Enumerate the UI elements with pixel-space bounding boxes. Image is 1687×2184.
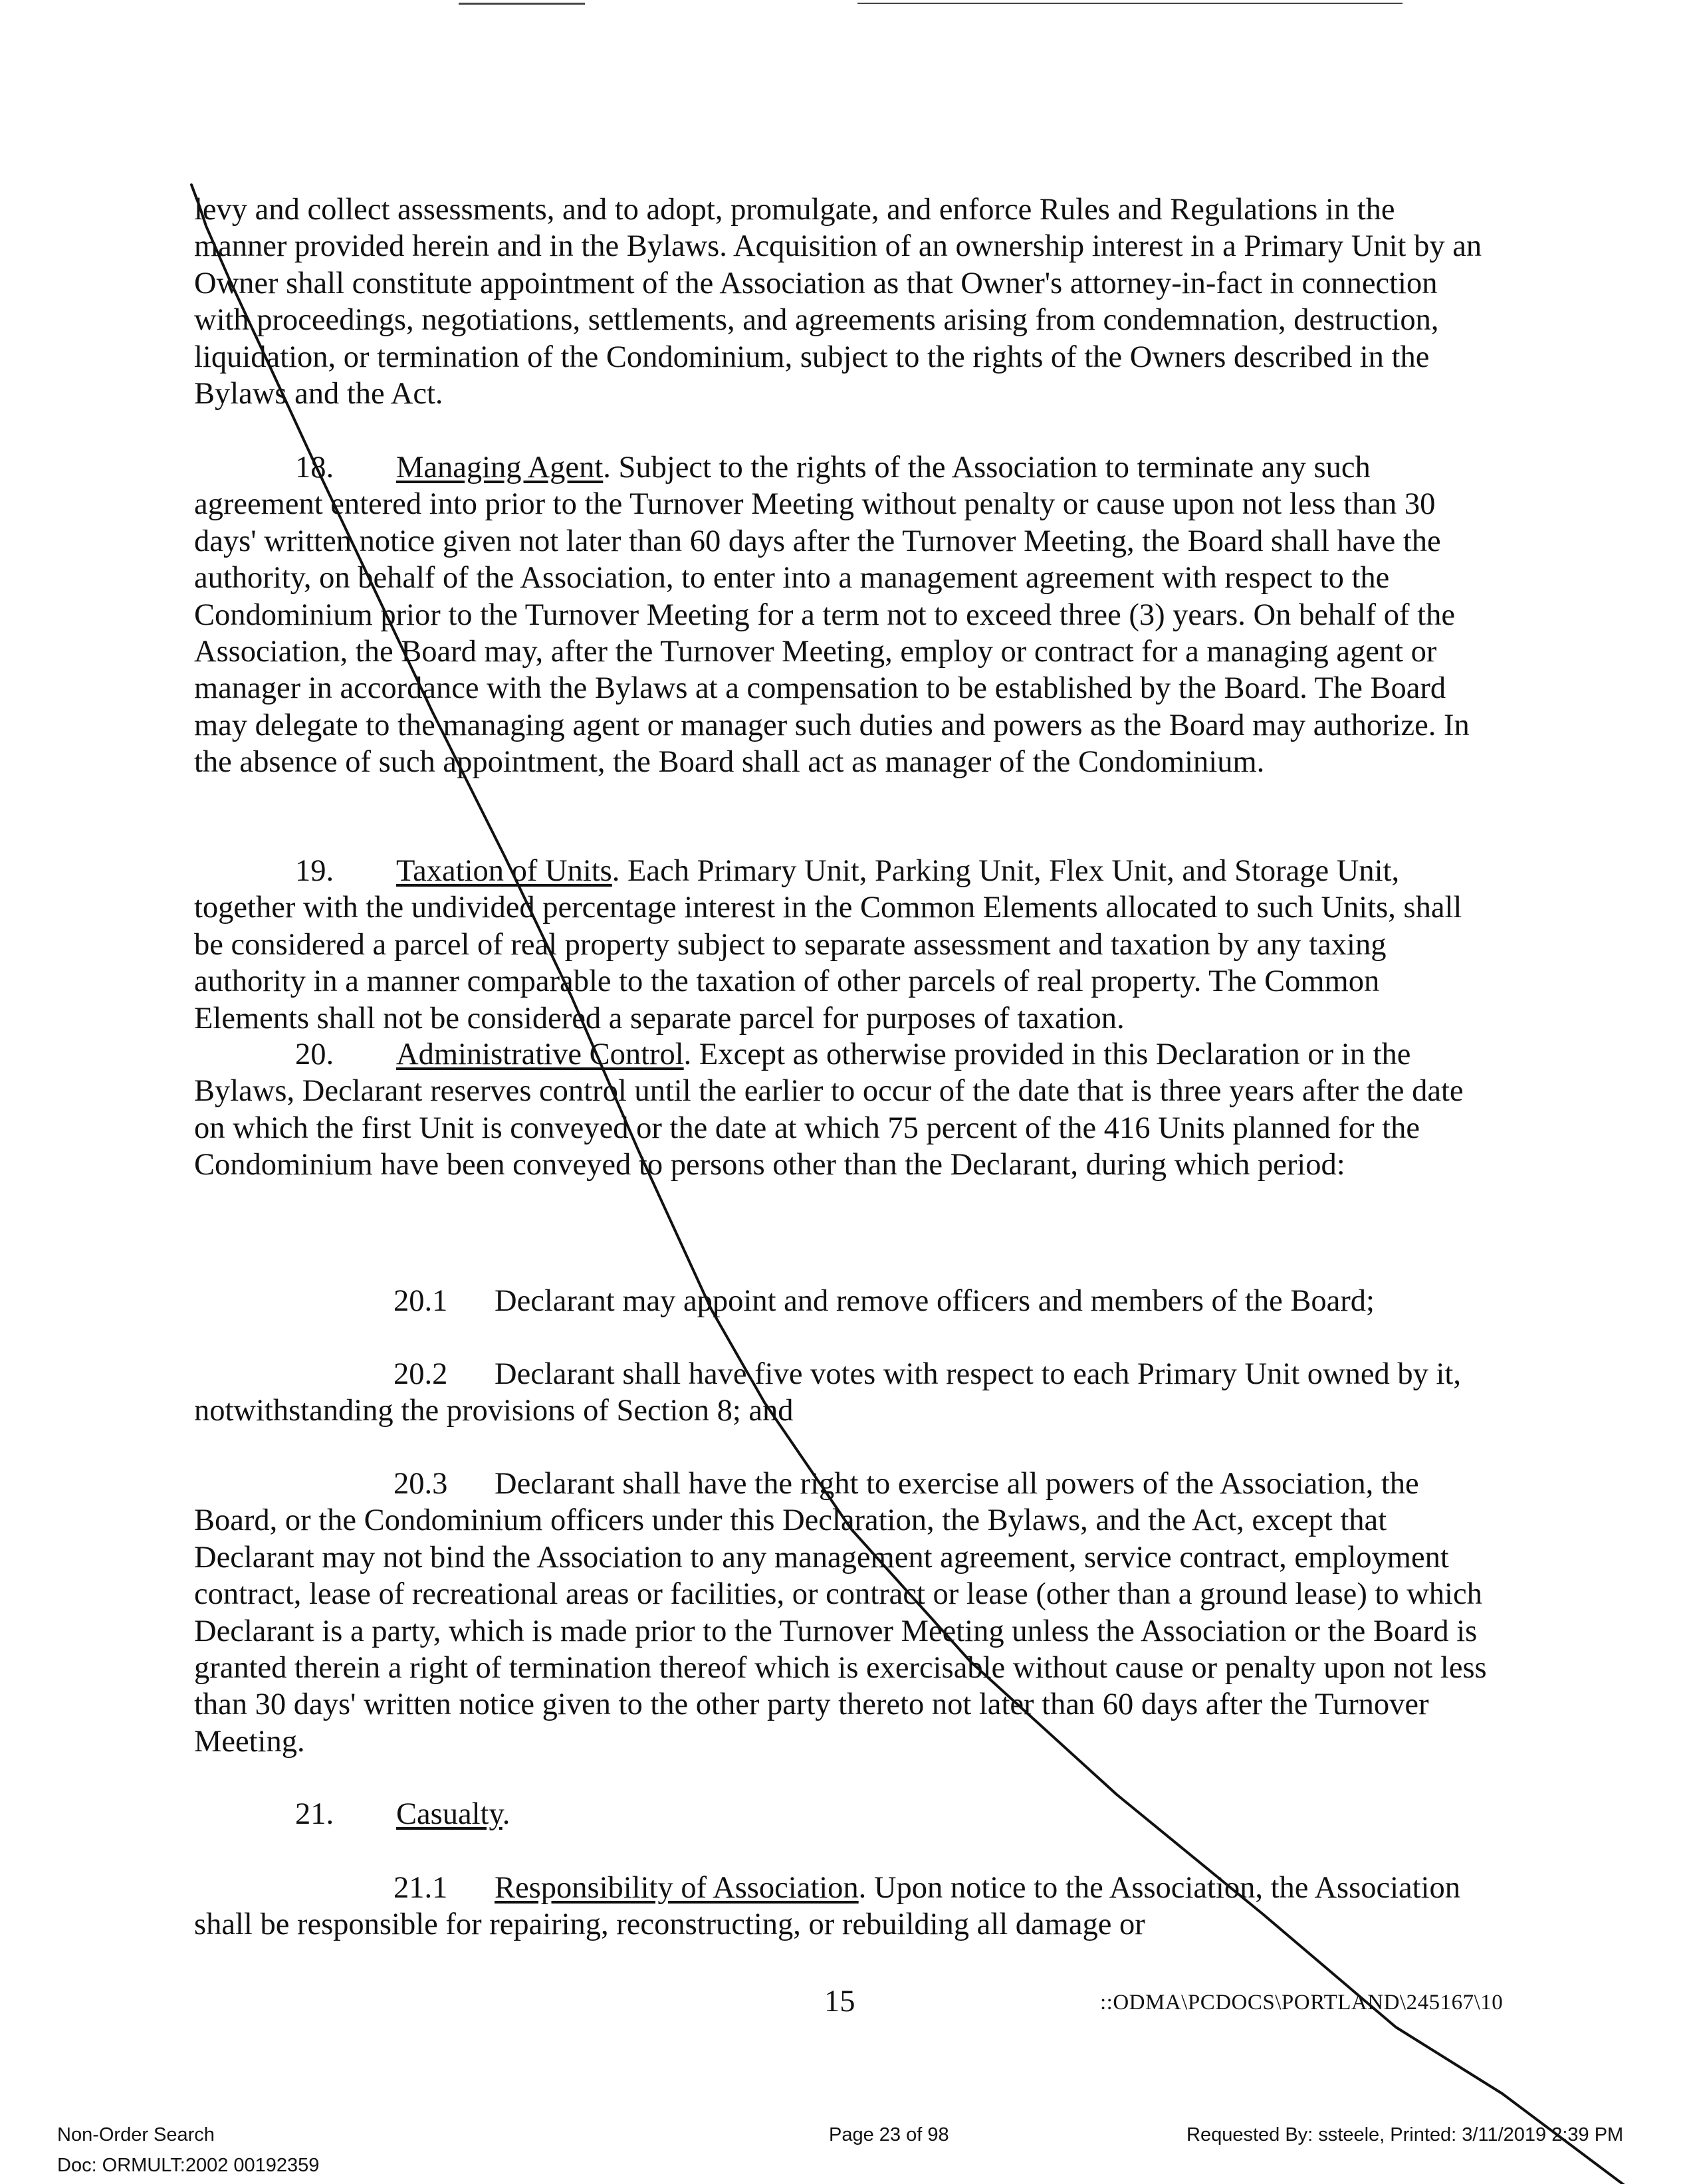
footer-requested-by: Requested By: ssteele, Printed: 3/11/2019 2:39 PM <box>1186 2124 1624 2145</box>
section-text: . Except as otherwise provided in this Declaration or in the Bylaws, Declarant reserves control until the earlier to occur of the date that is three years after the date on which the first Unit is conveyed or the date at which 75 percent of the 416 Units planned for the Condominium have been conveyed to persons other than the Declarant, during which period: <box>194 1037 1464 1182</box>
section-21-1 <box>194 1870 1490 1943</box>
section-20 <box>194 1036 1490 1184</box>
section-text: Declarant shall have five votes with respect to each Primary Unit owned by it, notwithstanding the provisions of Section 8; and <box>194 1357 1461 1428</box>
footer-doc-id: Doc: ORMULT:2002 00192359 <box>57 2155 320 2176</box>
section-heading: Taxation of Units <box>396 854 612 888</box>
section-number: 21.1 <box>394 1871 448 1905</box>
section-19 <box>194 853 1490 1037</box>
section-18 <box>194 449 1490 781</box>
section-heading: Administrative Control <box>396 1037 684 1071</box>
scan-artifact-top <box>0 0 1687 13</box>
section-number: 20.2 <box>394 1357 448 1391</box>
continued-paragraph <box>194 191 1490 412</box>
section-21 <box>194 1796 1490 1832</box>
footer-page-count: Page 23 of 98 <box>829 2124 949 2145</box>
section-text: . Each Primary Unit, Parking Unit, Flex Unit, and Storage Unit, together with the undivided percentage interest in the Common Elements allocated to such Units, shall be considered a parcel of real property subject to separate assessment and taxation by any taxing authority in a manner comparable to the taxation of other parcels of real property. The Common Elements shall not be considered a separate parcel for purposes of taxation. <box>194 854 1462 1036</box>
section-20-3 <box>194 1466 1490 1760</box>
section-text: Declarant may appoint and remove officers and members of the Board; <box>495 1284 1375 1318</box>
section-heading: Responsibility of Association <box>495 1871 859 1905</box>
footer-search-type: Non-Order Search <box>57 2124 215 2145</box>
document-path: ::ODMA\PCDOCS\PORTLAND\245167\10 <box>1100 1991 1504 2015</box>
section-text: Declarant shall have the right to exercise all powers of the Association, the Board, or the Condominium officers under this Declaration, the Bylaws, and the Act, except that Declarant may not bind the Association to any management agreement, service contract, employment contract, lease of recreational areas or facilities, or contract or lease (other than a ground lease) to which Declarant is a party, which is made prior to the Turnover Meeting unless the Association or the Board is granted therein a right of termination thereof which is exercisable without cause or penalty upon not less than 30 days' written notice given to the other party thereto not later than 60 days after the Turnover Meeting. <box>194 1467 1487 1759</box>
section-heading: Managing Agent <box>396 451 604 485</box>
section-20-1 <box>194 1283 1490 1319</box>
continued-paragraph-text: levy and collect assessments, and to adopt, promulgate, and enforce Rules and Regulations in the manner provided herein and in the Bylaws. Acquisition of an ownership interest in a Primary Unit by an Owner shall constitute appointment of the Association as that Owner's attorney-in-fact in connection with proceedings, negotiations, settlements, and agreements arising from condemnation, destruction, liquidation, or termination of the Condominium, subject to the rights of the Owners described in the Bylaws and the Act. <box>194 193 1482 411</box>
section-number: 20.1 <box>394 1284 448 1318</box>
page-number: 15 <box>824 1985 855 2019</box>
section-heading: Casualty <box>396 1797 503 1831</box>
section-20-2 <box>194 1356 1490 1430</box>
section-number: 21. <box>295 1797 334 1831</box>
section-number: 18. <box>295 451 334 485</box>
section-text: . Subject to the rights of the Association to terminate any such agreement entered into prior to the Turnover Meeting without penalty or cause upon not less than 30 days' written notice given not later than 60 days after the Turnover Meeting, the Board shall have the authority, on behalf of the Association, to enter into a management agreement with respect to the Condominium prior to the Turnover Meeting for a term not to exceed three (3) years. On behalf of the Association, the Board may, after the Turnover Meeting, employ or contract for a managing agent or manager in accordance with the Bylaws at a compensation to be established by the Board. The Board may delegate to the managing agent or manager such duties and powers as the Board may authorize. In the absence of such appointment, the Board shall act as manager of the Condominium. <box>194 451 1470 780</box>
section-number: 20. <box>295 1037 334 1071</box>
section-text: . Upon notice to the Association, the Association shall be responsible for repairing, reconstructing, or rebuilding all damage or <box>194 1871 1461 1942</box>
section-number: 19. <box>295 854 334 888</box>
section-number: 20.3 <box>394 1467 448 1501</box>
section-text: . <box>502 1797 510 1831</box>
